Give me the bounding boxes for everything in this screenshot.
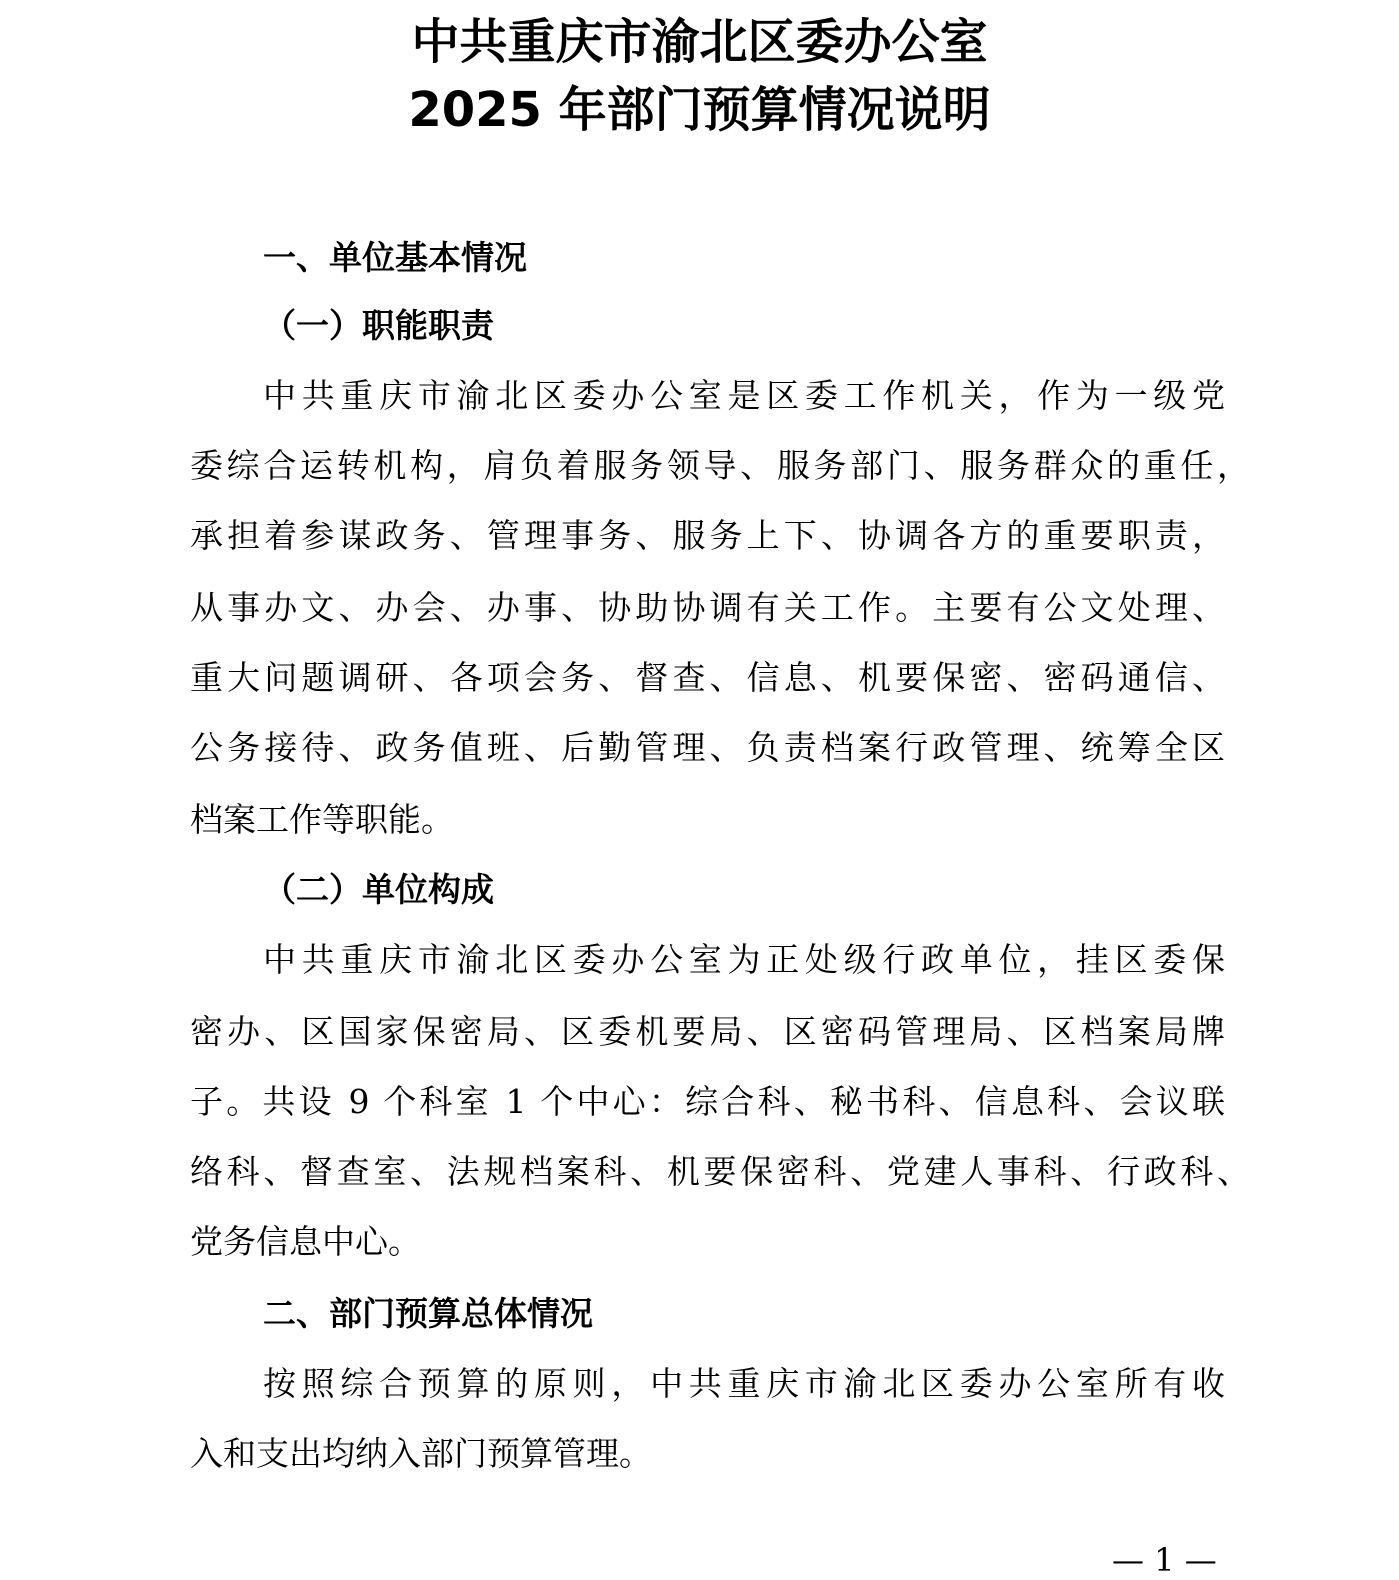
section2-heading: 二、部门预算总体情况 <box>263 1294 593 1333</box>
paragraph-line: 按照综合预算的原则，中共重庆市渝北区委办公室所有收 <box>263 1364 1225 1403</box>
page-number: — 1 — <box>1112 1541 1217 1579</box>
paragraph-line: 入和支出均纳入部门预算管理。 <box>190 1434 652 1473</box>
paragraph-line: 子。共设 9 个科室 1 个中心：综合科、秘书科、信息科、会议联 <box>190 1082 1225 1121</box>
paragraph-line: 重大问题调研、各项会务、督查、信息、机要保密、密码通信、 <box>190 658 1225 697</box>
paragraph-line: 中共重庆市渝北区委办公室是区委工作机关，作为一级党 <box>263 376 1225 415</box>
section1-heading: 一、单位基本情况 <box>263 238 527 277</box>
document-title-line1: 中共重庆市渝北区委办公室 <box>411 14 988 70</box>
paragraph-line: 公务接待、政务值班、后勤管理、负责档案行政管理、统筹全区 <box>190 728 1225 767</box>
section1-sub1-heading: （一）职能职责 <box>263 306 494 345</box>
paragraph-line: 从事办文、办会、办事、协助协调有关工作。主要有公文处理、 <box>190 588 1225 627</box>
section1-sub2-heading: （二）单位构成 <box>263 870 494 909</box>
paragraph-line: 委综合运转机构，肩负着服务领导、服务部门、服务群众的重任， <box>190 446 1250 485</box>
paragraph-line: 档案工作等职能。 <box>190 800 454 839</box>
paragraph-line: 中共重庆市渝北区委办公室为正处级行政单位，挂区委保 <box>263 940 1225 979</box>
paragraph-line: 络科、督查室、法规档案科、机要保密科、党建人事科、行政科、 <box>190 1152 1250 1191</box>
document-title-line2: 2025 年部门预算情况说明 <box>408 82 991 138</box>
paragraph-line: 承担着参谋政务、管理事务、服务上下、协调各方的重要职责， <box>190 516 1225 555</box>
paragraph-line: 密办、区国家保密局、区委机要局、区密码管理局、区档案局牌 <box>190 1012 1225 1051</box>
paragraph-line: 党务信息中心。 <box>190 1222 421 1261</box>
